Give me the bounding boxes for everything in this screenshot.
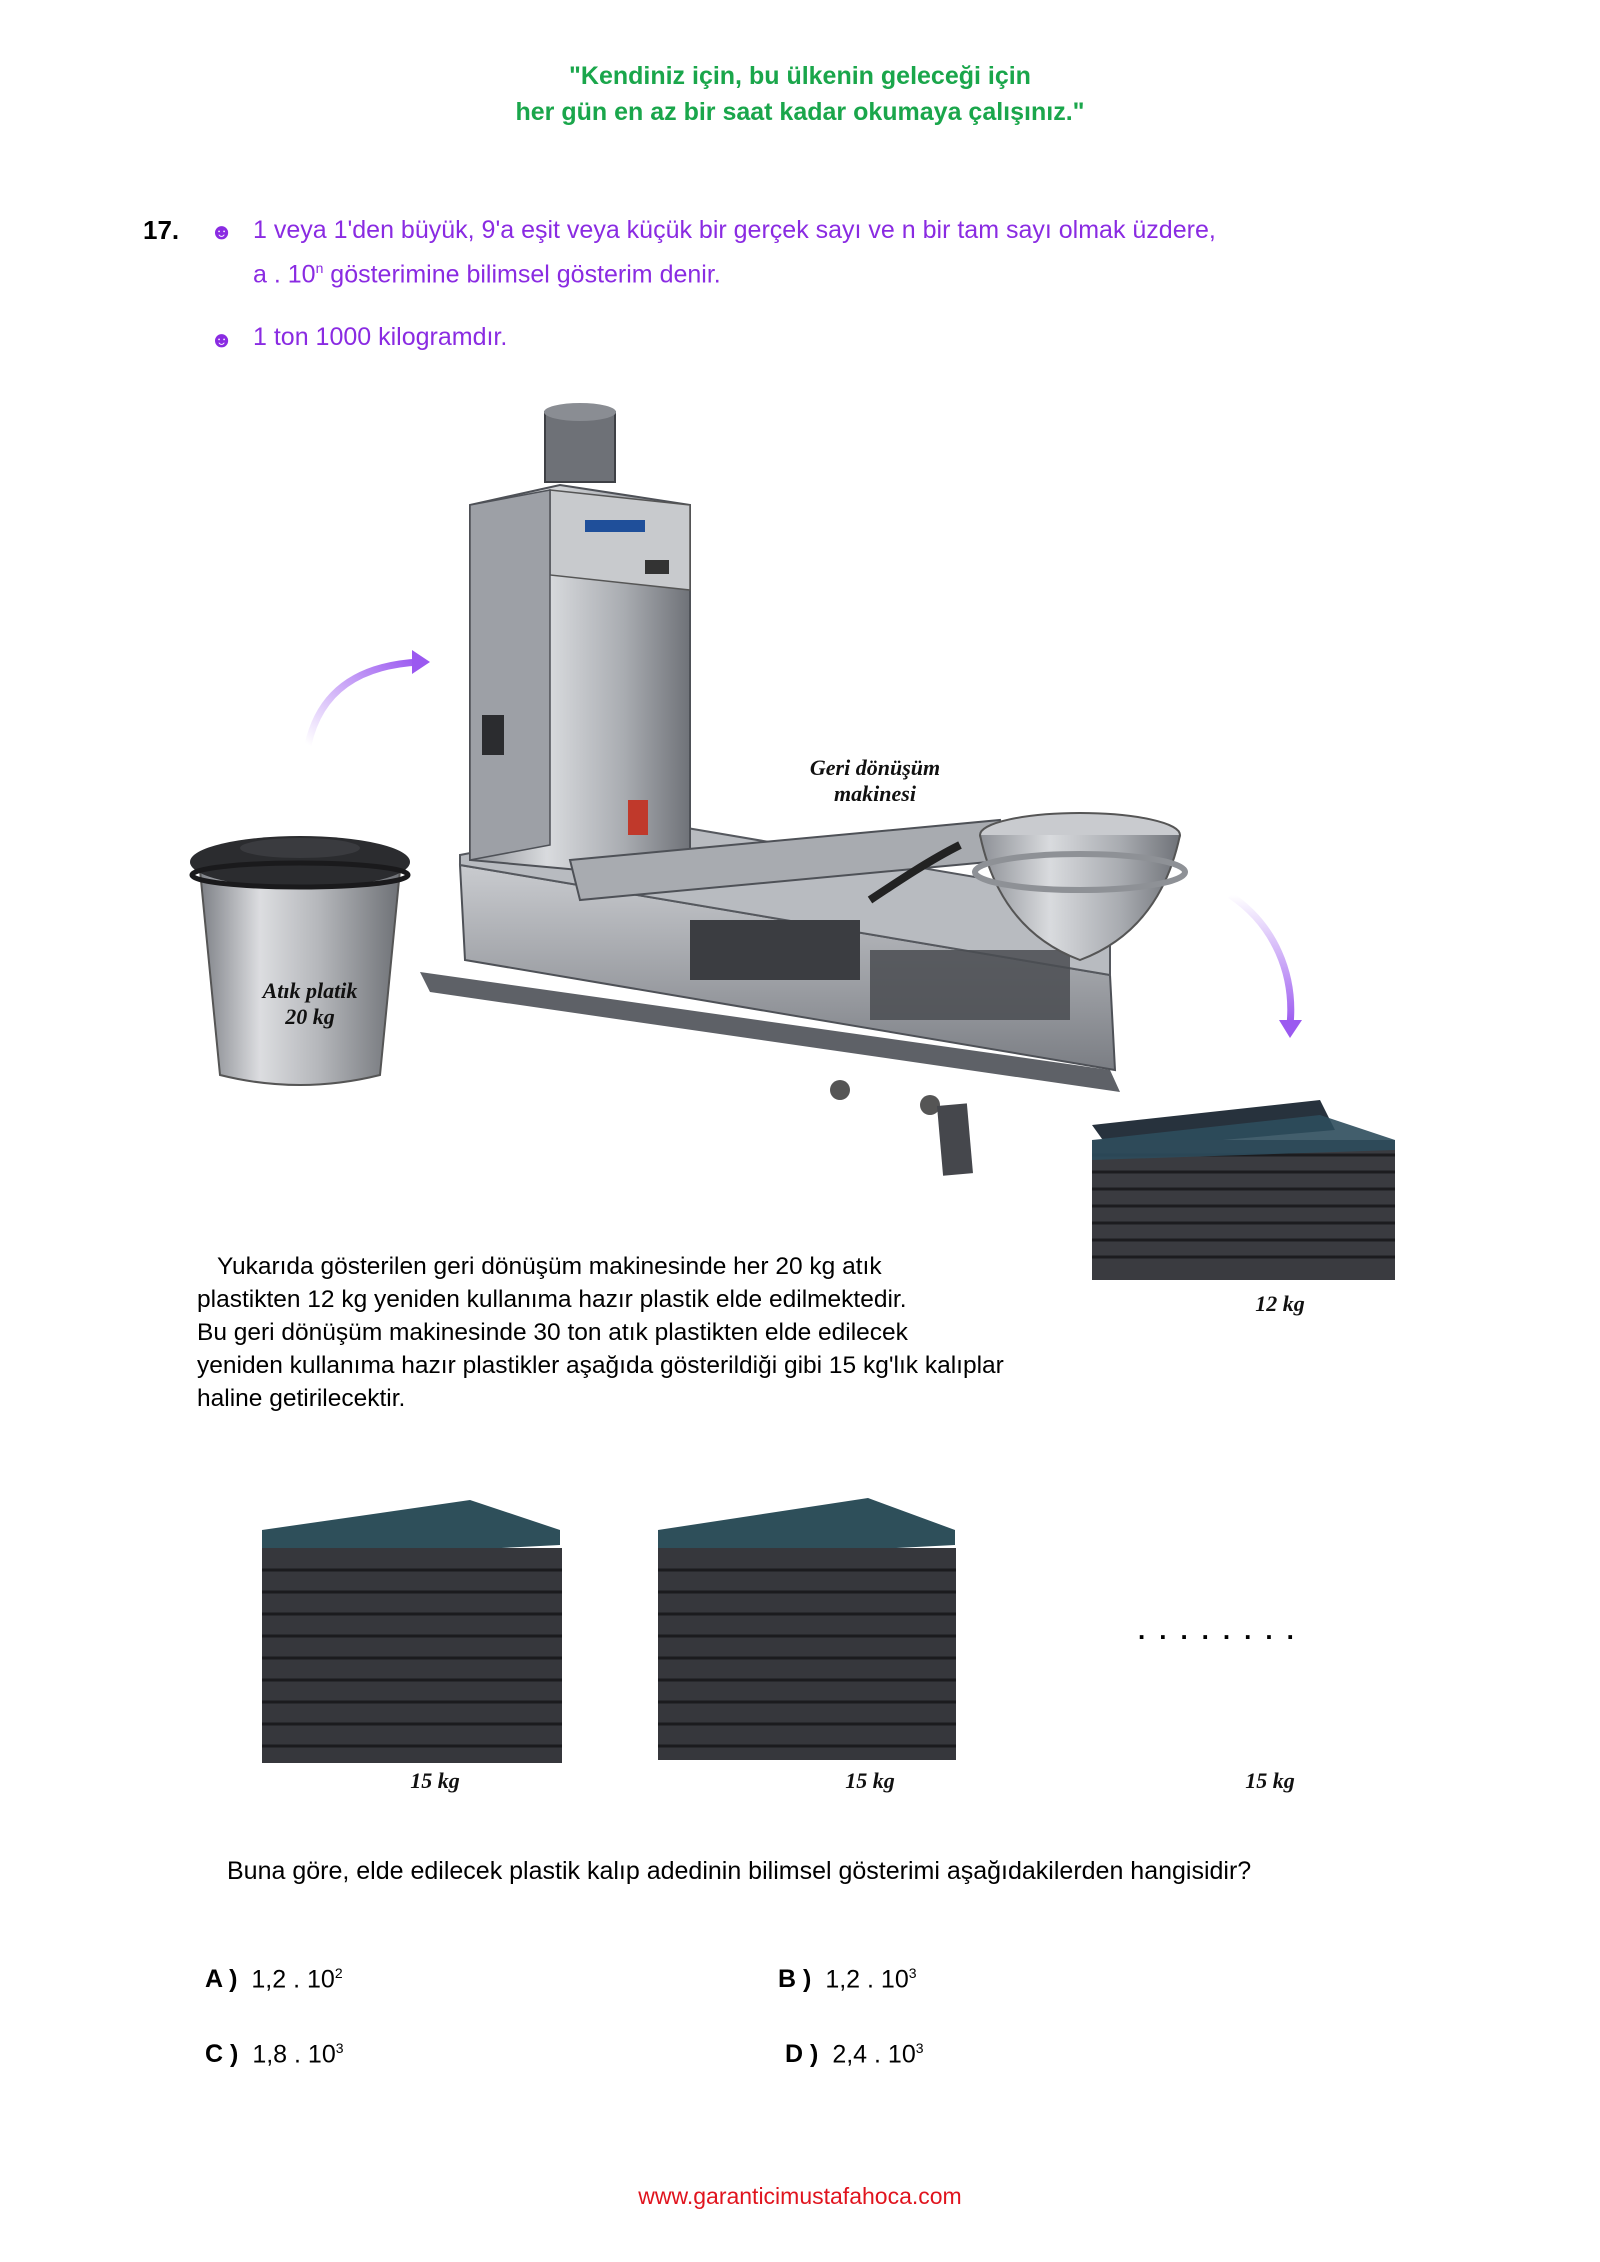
option-c[interactable] (205, 2040, 344, 2069)
motto-line-1: "Kendiniz için, bu ülkenin geleceği için (569, 62, 1031, 90)
smiley-bullet-icon: ☻ (210, 219, 234, 244)
option-value: 2,4 . 10 (832, 2040, 916, 2069)
motto-line-2: her gün en az bir saat kadar okumaya çalışınız." (515, 98, 1085, 126)
paragraph-line: Yukarıda gösterilen geri dönüşüm makinesinde her 20 kg atık (197, 1253, 882, 1280)
option-exponent: 3 (335, 2040, 344, 2056)
motto-header (0, 58, 1600, 130)
bin-label (225, 978, 395, 1030)
bin-label-line-2: 20 kg (285, 1004, 335, 1029)
option-exponent: 3 (915, 2040, 924, 2056)
mold-label-2: 15 kg (845, 1768, 895, 1793)
arrow-into-machine-icon (308, 650, 430, 745)
option-value: 1,8 . 10 (252, 2040, 336, 2069)
option-d[interactable] (785, 2040, 924, 2069)
option-letter: A ) (205, 1965, 238, 1994)
option-exponent: 3 (908, 1965, 917, 1981)
mold-stack-1 (262, 1500, 562, 1763)
output-plastic-stack (1092, 1100, 1395, 1280)
question-prompt: Buna göre, elde edilecek plastik kalıp adedinin bilimsel gösterimi aşağıdakilerden hangisidir? (227, 1857, 1252, 1885)
info-line-1: 1 veya 1'den büyük, 9'a eşit veya küçük bir gerçek sayı ve n bir tam sayı olmak üzdere, (253, 216, 1216, 244)
smiley-bullet-icon: ☻ (210, 327, 234, 352)
problem-paragraph (197, 1250, 1127, 1415)
option-value: 1,2 . 10 (251, 1965, 335, 1994)
bin-label-line-1: Atık platik (262, 978, 358, 1003)
info-exponent: n (315, 260, 324, 276)
machine-label-line-1: Geri dönüşüm (809, 755, 941, 780)
mold-stacks (0, 1480, 1600, 1770)
info-line-2-rest: gösterimine bilimsel gösterim denir. (323, 260, 721, 289)
machine-label-line-2: makinesi (834, 781, 916, 806)
mold-label-1: 15 kg (410, 1768, 460, 1793)
paragraph-line: plastikten 12 kg yeniden kullanıma hazır plastik elde edilmektedir. (197, 1286, 907, 1313)
mold-label-3: 15 kg (1245, 1768, 1295, 1793)
paragraph-line: haline getirilecektir. (197, 1385, 406, 1412)
waste-bin (190, 836, 410, 1085)
output-weight-label: 12 kg (1255, 1291, 1305, 1316)
arrow-out-of-machine-icon (1230, 895, 1302, 1038)
question-number: 17. (143, 215, 180, 245)
option-letter: B ) (778, 1965, 812, 1994)
info-line-2 (253, 249, 721, 293)
footer-website-link[interactable]: www.garanticimustafahoca.com (638, 2183, 962, 2209)
paragraph-line: yeniden kullanıma hazır plastikler aşağıda gösterildiği gibi 15 kg'lık kalıplar (197, 1352, 1004, 1379)
option-exponent: 2 (334, 1965, 343, 1981)
recycling-figure (0, 380, 1600, 1320)
info-line-2-base: a . 10 (253, 260, 316, 289)
paragraph-line: Bu geri dönüşüm makinesinde 30 ton atık plastikten elde edilecek (197, 1319, 908, 1346)
option-b[interactable] (778, 1965, 917, 1994)
option-letter: D ) (785, 2040, 819, 2069)
option-a[interactable] (205, 1965, 343, 1994)
mold-stack-2 (658, 1498, 956, 1760)
machine-tower (470, 403, 690, 880)
continuation-dots: ........ (1138, 1615, 1308, 1645)
option-value: 1,2 . 10 (825, 1965, 909, 1994)
option-letter: C ) (205, 2040, 239, 2069)
machine-label (780, 755, 970, 807)
info-line-3: 1 ton 1000 kilogramdır. (253, 323, 508, 351)
